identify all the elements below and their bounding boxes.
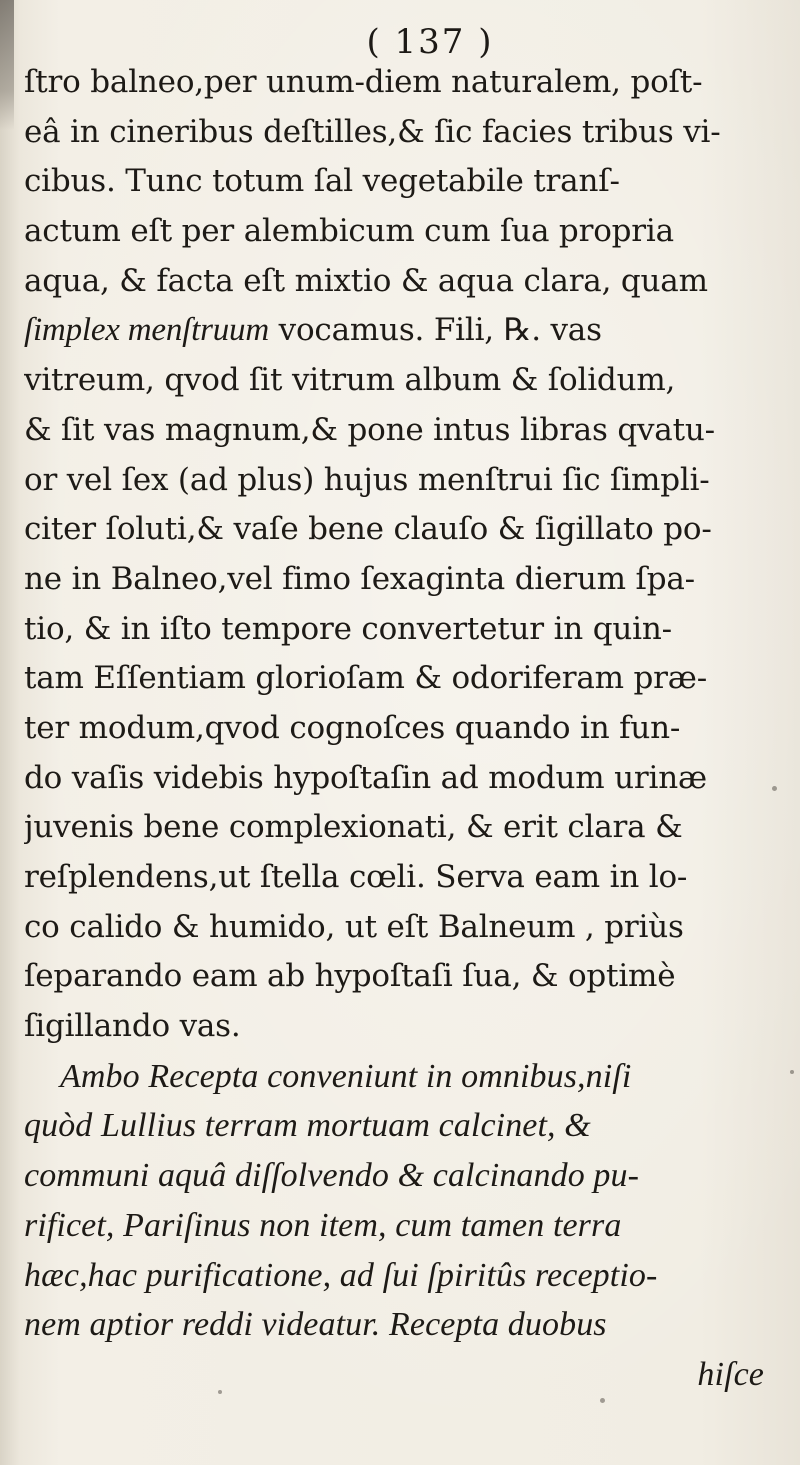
text-line: vitreum, qvod ſit vitrum album & ſolidum, (24, 362, 676, 399)
text-line: reſplendens,ut ſtella cœli. Serva eam in lo- (24, 859, 688, 895)
page-gutter-shadow (0, 0, 14, 130)
text-line-italic: communi aquâ diſſolvendo & calcinando pu- (24, 1157, 640, 1195)
page-number: ( 137 ) (366, 22, 494, 62)
text-line: actum eſt per alembicum cum ſua propria (24, 213, 674, 250)
text-fragment: vocamus. Fili, ℞. vas (268, 312, 602, 349)
text-line-mixed (24, 306, 794, 356)
paper-speck (790, 1070, 794, 1074)
text-line: & ſit vas magnum,& pone intus libras qvatu- (24, 411, 715, 448)
text-line: tio, & in iſto tempore convertetur in quin- (24, 610, 672, 647)
text-line-italic: rificet, Pariſinus non item, cum tamen terra (24, 1206, 622, 1244)
text-line: ne in Balneo,vel fimo ſexaginta dierum ſpa- (24, 560, 695, 597)
page-body-text (24, 58, 794, 1400)
paper-speck (600, 1398, 605, 1403)
text-line: cibus. Tunc totum ſal vegetabile tranſ- (24, 163, 620, 200)
paper-speck (772, 786, 777, 791)
text-line: or vel ſex (ad plus) hujus menſtrui ſic ſimpli- (24, 461, 710, 498)
text-line-italic: quòd Lullius terram mortuam calcinet, & (24, 1107, 591, 1145)
text-line: ter modum,qvod cognoſces quando in fun- (24, 709, 681, 746)
text-line: citer ſoluti,& vaſe bene clauſo & ſigillato po- (24, 511, 712, 548)
text-line: tam Eſſentiam glorioſam & odoriferam præ- (24, 660, 708, 697)
text-line: co calido & humido, ut eſt Balneum , priùs (24, 908, 684, 945)
text-line: ſigillando vas. (24, 1008, 241, 1045)
italic-term: ſimplex menſtruum (24, 312, 269, 349)
text-line: ſtro balneo,per unum-diem naturalem, poſt- (24, 64, 703, 100)
catchword: hiſce (697, 1355, 764, 1393)
text-line-italic: Ambo Recepta conveniunt in omnibus,niſi (60, 1057, 632, 1095)
text-line: ſeparando eam ab hypoſtaſi ſua, & optimè (24, 958, 676, 995)
text-line: aqua, & facta eſt mixtio & aqua clara, quam (24, 262, 708, 299)
text-line: do vaſis videbis hypoſtaſin ad modum urinæ (24, 759, 707, 796)
text-line: juvenis bene complexionati, & erit clara & (24, 809, 683, 846)
paper-speck (218, 1390, 222, 1394)
text-line-italic: nem aptior reddi videatur. Recepta duobus (24, 1306, 607, 1344)
text-line-italic: hæc,hac purificatione, ad ſui ſpiritûs receptio- (24, 1256, 658, 1294)
text-line: eâ in cineribus deſtilles,& ſic facies tribus vi- (24, 113, 721, 150)
